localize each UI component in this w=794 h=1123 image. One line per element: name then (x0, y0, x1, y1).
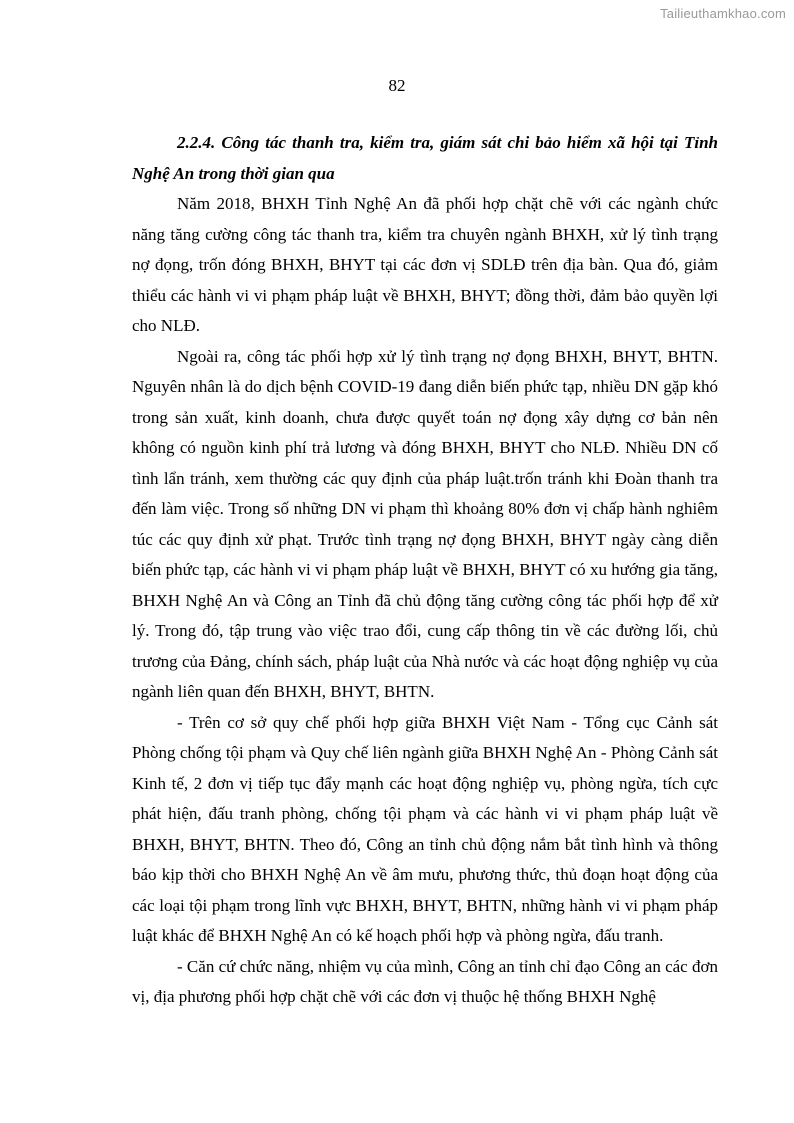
paragraph-1: Năm 2018, BHXH Tỉnh Nghệ An đã phối hợp chặt chẽ với các ngành chức năng tăng cường công tác thanh tra, kiểm tra chuyên ngành BHXH, xử lý tình trạng nợ đọng, trốn đóng BHXH, BHYT tại các đơn vị SDLĐ trên địa bàn. Qua đó, giảm thiểu các hành vi vi phạm pháp luật về BHXH, BHYT; đồng thời, đảm bảo quyền lợi cho NLĐ. (132, 194, 718, 335)
paragraph-3: - Trên cơ sở quy chế phối hợp giữa BHXH Việt Nam - Tổng cục Cảnh sát Phòng chống tội phạm và Quy chế liên ngành giữa BHXH Nghệ An - Phòng Cảnh sát Kinh tế, 2 đơn vị tiếp tục đẩy mạnh các hoạt động nghiệp vụ, phòng ngừa, tích cực phát hiện, đấu tranh phòng, chống tội phạm và các hành vi vi phạm pháp luật về BHXH, BHYT, BHTN. Theo đó, Công an tỉnh chủ động nắm bắt tình hình và thông báo kịp thời cho BHXH Nghệ An về âm mưu, phương thức, thủ đoạn hoạt động của các loại tội phạm trong lĩnh vực BHXH, BHYT, BHTN, những hành vi vi phạm pháp luật khác để BHXH Nghệ An có kế hoạch phối hợp và phòng ngừa, đấu tranh. (132, 712, 718, 945)
paragraph-4: - Căn cứ chức năng, nhiệm vụ của mình, Công an tỉnh chỉ đạo Công an các đơn vị, địa phương phối hợp chặt chẽ với các đơn vị thuộc hệ thống BHXH Nghệ (132, 956, 718, 1006)
section-heading: 2.2.4. Công tác thanh tra, kiểm tra, giám sát chi bảo hiểm xã hội tại Tỉnh Nghệ An trong thời gian qua (132, 133, 718, 183)
watermark: Tailieuthamkhao.com (660, 6, 786, 21)
page-number: 82 (388, 76, 406, 95)
document-body (132, 128, 718, 1013)
paragraph-2: Ngoài ra, công tác phối hợp xử lý tình trạng nợ đọng BHXH, BHYT, BHTN. Nguyên nhân là do dịch bệnh COVID-19 đang diễn biến phức tạp, nhiều DN gặp khó trong sản xuất, kinh doanh, chưa được quyết toán nợ đọng xây dựng cơ bản nên không có nguồn kinh phí trả lương và đóng BHXH, BHYT cho NLĐ. Nhiều DN cố tình lẩn tránh, xem thường các quy định của pháp luật.trốn tránh khi Đoàn thanh tra đến làm việc. Trong số những DN vi phạm thì khoảng 80% đơn vị chấp hành nghiêm túc các quy định xử phạt. Trước tình trạng nợ đọng BHXH, BHYT ngày càng diễn biến phức tạp, các hành vi vi phạm pháp luật về BHXH, BHYT có xu hướng gia tăng, BHXH Nghệ An và Công an Tỉnh đã chủ động tăng cường công tác phối hợp để xử lý. Trong đó, tập trung vào việc trao đổi, cung cấp thông tin về các đường lối, chủ trương của Đảng, chính sách, pháp luật của Nhà nước và các hoạt động nghiệp vụ của ngành liên quan đến BHXH, BHYT, BHTN. (132, 346, 718, 701)
